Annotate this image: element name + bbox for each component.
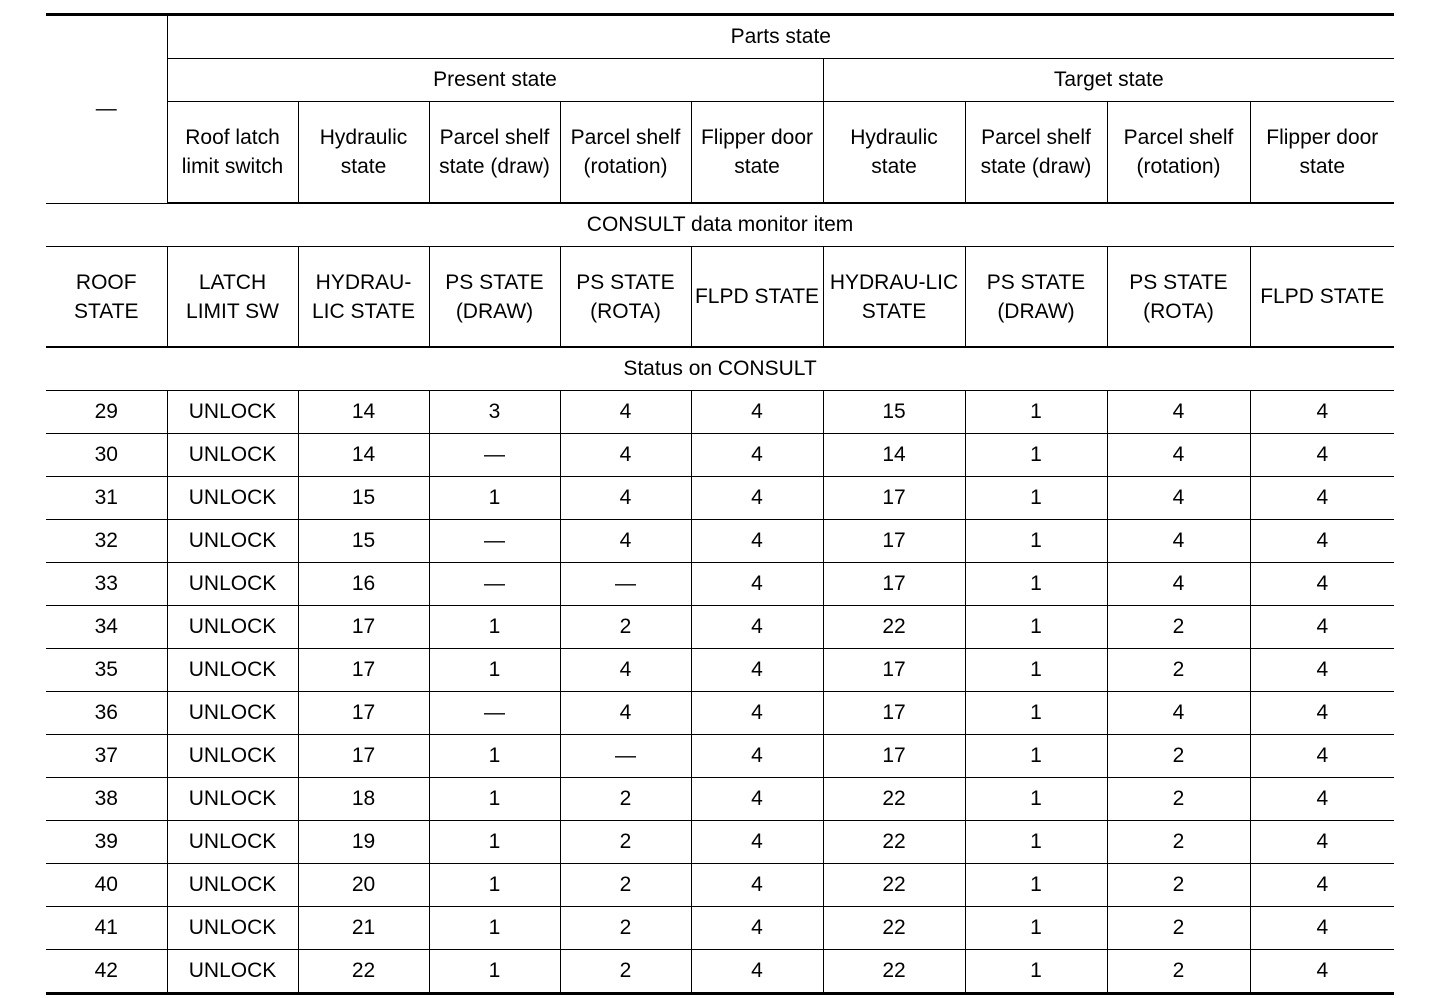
table-cell: 34 xyxy=(46,606,167,649)
table-cell: 17 xyxy=(823,692,965,735)
table-cell: 38 xyxy=(46,778,167,821)
table-row xyxy=(46,520,1394,563)
table-cell: 4 xyxy=(1250,563,1394,606)
table-cell: 4 xyxy=(691,778,823,821)
table-cell: 22 xyxy=(298,950,429,994)
table-cell: 4 xyxy=(1250,606,1394,649)
table-cell: — xyxy=(429,434,560,477)
table-cell: 29 xyxy=(46,391,167,434)
table-cell: UNLOCK xyxy=(167,735,298,778)
table-cell: UNLOCK xyxy=(167,821,298,864)
consult-column-header: PS STATE (ROTA) xyxy=(560,247,691,348)
column-header: Parcel shelf state (draw) xyxy=(965,102,1107,204)
table-cell: 22 xyxy=(823,778,965,821)
table-cell: 4 xyxy=(1250,477,1394,520)
table-cell: 4 xyxy=(1250,692,1394,735)
column-header: Parcel shelf (rotation) xyxy=(560,102,691,204)
table-row xyxy=(46,477,1394,520)
table-cell: 19 xyxy=(298,821,429,864)
table-cell: 1 xyxy=(429,606,560,649)
table-cell: 2 xyxy=(1107,735,1250,778)
table-cell: 2 xyxy=(560,606,691,649)
table-cell: 35 xyxy=(46,649,167,692)
table-cell: 4 xyxy=(691,864,823,907)
table-cell: 4 xyxy=(560,477,691,520)
table-row xyxy=(46,606,1394,649)
table-cell: 4 xyxy=(691,391,823,434)
table-cell: UNLOCK xyxy=(167,778,298,821)
parts-state-header: Parts state xyxy=(167,15,1394,59)
table-cell: 4 xyxy=(1107,391,1250,434)
table-cell: 2 xyxy=(1107,606,1250,649)
table-cell: 22 xyxy=(823,606,965,649)
table-row xyxy=(46,563,1394,606)
table-cell: 1 xyxy=(429,778,560,821)
table-cell: UNLOCK xyxy=(167,692,298,735)
target-state-header: Target state xyxy=(823,59,1394,102)
table-cell: 17 xyxy=(298,606,429,649)
table-cell: 4 xyxy=(691,520,823,563)
table-cell: 17 xyxy=(823,649,965,692)
table-cell: UNLOCK xyxy=(167,391,298,434)
table-row xyxy=(46,391,1394,434)
table-cell: UNLOCK xyxy=(167,907,298,950)
table-cell: 14 xyxy=(823,434,965,477)
table-cell: 4 xyxy=(560,520,691,563)
table-row xyxy=(46,907,1394,950)
table-row xyxy=(46,778,1394,821)
table-cell: 4 xyxy=(1250,520,1394,563)
table-cell: — xyxy=(429,563,560,606)
table-cell: 22 xyxy=(823,950,965,994)
table-cell: 4 xyxy=(1250,864,1394,907)
table-cell: UNLOCK xyxy=(167,950,298,994)
table-cell: 33 xyxy=(46,563,167,606)
table-cell: UNLOCK xyxy=(167,434,298,477)
table-cell: UNLOCK xyxy=(167,864,298,907)
column-header: Flipper door state xyxy=(691,102,823,204)
table-cell: 1 xyxy=(429,907,560,950)
table-cell: 21 xyxy=(298,907,429,950)
table-cell: 31 xyxy=(46,477,167,520)
table-cell: 4 xyxy=(691,563,823,606)
table-cell: 2 xyxy=(1107,907,1250,950)
table-cell: 17 xyxy=(823,563,965,606)
table-cell: 4 xyxy=(691,907,823,950)
table-row xyxy=(46,692,1394,735)
table-cell: — xyxy=(429,692,560,735)
table-cell: 22 xyxy=(823,821,965,864)
table-cell: 22 xyxy=(823,864,965,907)
consult-column-header: PS STATE (DRAW) xyxy=(429,247,560,348)
table-cell: UNLOCK xyxy=(167,606,298,649)
table-cell: 17 xyxy=(298,649,429,692)
table-cell: 4 xyxy=(691,606,823,649)
table-cell: 2 xyxy=(560,907,691,950)
table-cell: UNLOCK xyxy=(167,563,298,606)
table-cell: 4 xyxy=(560,649,691,692)
table-cell: 2 xyxy=(560,950,691,994)
table-cell: 4 xyxy=(1250,778,1394,821)
table-cell: 2 xyxy=(560,821,691,864)
table-cell: 1 xyxy=(965,434,1107,477)
table-cell: 4 xyxy=(1107,520,1250,563)
table-cell: 1 xyxy=(965,391,1107,434)
table-row xyxy=(46,649,1394,692)
table-cell: 1 xyxy=(429,649,560,692)
table-cell: UNLOCK xyxy=(167,520,298,563)
table-cell: 4 xyxy=(1250,735,1394,778)
table-row xyxy=(46,950,1394,994)
consult-column-header: ROOF STATE xyxy=(46,247,167,348)
table-cell: 2 xyxy=(1107,778,1250,821)
table-cell: 16 xyxy=(298,563,429,606)
table-cell: 4 xyxy=(1250,821,1394,864)
table-cell: 1 xyxy=(429,477,560,520)
consult-column-header: LATCH LIMIT SW xyxy=(167,247,298,348)
table-cell: 41 xyxy=(46,907,167,950)
table-cell: 1 xyxy=(965,520,1107,563)
table-cell: 1 xyxy=(965,864,1107,907)
table-cell: 32 xyxy=(46,520,167,563)
table-cell: 17 xyxy=(823,520,965,563)
table-cell: 4 xyxy=(691,649,823,692)
table-cell: — xyxy=(560,735,691,778)
column-header: Parcel shelf (rotation) xyxy=(1107,102,1250,204)
table-cell: 18 xyxy=(298,778,429,821)
table-cell: 17 xyxy=(298,735,429,778)
table-cell: 1 xyxy=(429,735,560,778)
table-cell: 1 xyxy=(965,950,1107,994)
table-cell: 1 xyxy=(965,778,1107,821)
table-cell: 4 xyxy=(691,735,823,778)
table-row xyxy=(46,821,1394,864)
table-cell: 4 xyxy=(1250,649,1394,692)
table-cell: 4 xyxy=(560,692,691,735)
table-cell: 20 xyxy=(298,864,429,907)
header-corner: — xyxy=(46,15,167,204)
column-header: Hydraulic state xyxy=(823,102,965,204)
consult-column-header: HYDRAU-LIC STATE xyxy=(298,247,429,348)
table-cell: 4 xyxy=(560,434,691,477)
table-cell: 1 xyxy=(965,649,1107,692)
table-cell: 4 xyxy=(691,692,823,735)
table-cell: 2 xyxy=(1107,864,1250,907)
table-cell: 4 xyxy=(691,950,823,994)
table-cell: 1 xyxy=(965,735,1107,778)
table-cell: 2 xyxy=(1107,950,1250,994)
table-cell: 3 xyxy=(429,391,560,434)
table-cell: 1 xyxy=(429,950,560,994)
table-cell: 15 xyxy=(298,520,429,563)
consult-column-header: PS STATE (ROTA) xyxy=(1107,247,1250,348)
table-cell: 15 xyxy=(298,477,429,520)
table-cell: 1 xyxy=(965,692,1107,735)
table-cell: 4 xyxy=(1107,692,1250,735)
table-cell: 4 xyxy=(691,477,823,520)
consult-column-header: PS STATE (DRAW) xyxy=(965,247,1107,348)
table-cell: 22 xyxy=(823,907,965,950)
consult-column-header: FLPD STATE xyxy=(1250,247,1394,348)
table-cell: — xyxy=(560,563,691,606)
column-header: Flipper door state xyxy=(1250,102,1394,204)
table-cell: 4 xyxy=(1107,563,1250,606)
table-cell: 1 xyxy=(429,821,560,864)
table-cell: 36 xyxy=(46,692,167,735)
table-cell: 14 xyxy=(298,391,429,434)
table-cell: 4 xyxy=(560,391,691,434)
table-cell: 4 xyxy=(1250,950,1394,994)
column-header: Roof latch limit switch xyxy=(167,102,298,204)
table-cell: 2 xyxy=(560,778,691,821)
table-row xyxy=(46,735,1394,778)
table-cell: 17 xyxy=(823,735,965,778)
table-cell: 4 xyxy=(1107,477,1250,520)
table-cell: 1 xyxy=(965,907,1107,950)
table-row xyxy=(46,434,1394,477)
table-body xyxy=(46,391,1394,994)
table-cell: UNLOCK xyxy=(167,649,298,692)
table-cell: 30 xyxy=(46,434,167,477)
table-cell: 39 xyxy=(46,821,167,864)
table-cell: 4 xyxy=(1250,434,1394,477)
table-cell: 2 xyxy=(560,864,691,907)
table-cell: 4 xyxy=(1107,434,1250,477)
table-cell: 14 xyxy=(298,434,429,477)
table-cell: — xyxy=(429,520,560,563)
table-cell: 1 xyxy=(965,821,1107,864)
table-cell: 1 xyxy=(965,563,1107,606)
table-cell: 2 xyxy=(1107,649,1250,692)
table-cell: 42 xyxy=(46,950,167,994)
table-cell: 15 xyxy=(823,391,965,434)
roof-state-table xyxy=(46,13,1394,995)
table-cell: 1 xyxy=(429,864,560,907)
table-cell: UNLOCK xyxy=(167,477,298,520)
table-cell: 4 xyxy=(691,434,823,477)
table-cell: 1 xyxy=(965,477,1107,520)
table-cell: 17 xyxy=(823,477,965,520)
consult-column-header: HYDRAU-LIC STATE xyxy=(823,247,965,348)
table-cell: 17 xyxy=(298,692,429,735)
table-cell: 37 xyxy=(46,735,167,778)
consult-column-header: FLPD STATE xyxy=(691,247,823,348)
table-cell: 4 xyxy=(691,821,823,864)
table-cell: 40 xyxy=(46,864,167,907)
consult-monitor-header: CONSULT data monitor item xyxy=(46,203,1394,247)
table-row xyxy=(46,864,1394,907)
present-state-header: Present state xyxy=(167,59,823,102)
status-on-consult-header: Status on CONSULT xyxy=(46,347,1394,391)
table-cell: 2 xyxy=(1107,821,1250,864)
table-cell: 1 xyxy=(965,606,1107,649)
column-header: Parcel shelf state (draw) xyxy=(429,102,560,204)
table-cell: 4 xyxy=(1250,907,1394,950)
column-header: Hydraulic state xyxy=(298,102,429,204)
table-cell: 4 xyxy=(1250,391,1394,434)
